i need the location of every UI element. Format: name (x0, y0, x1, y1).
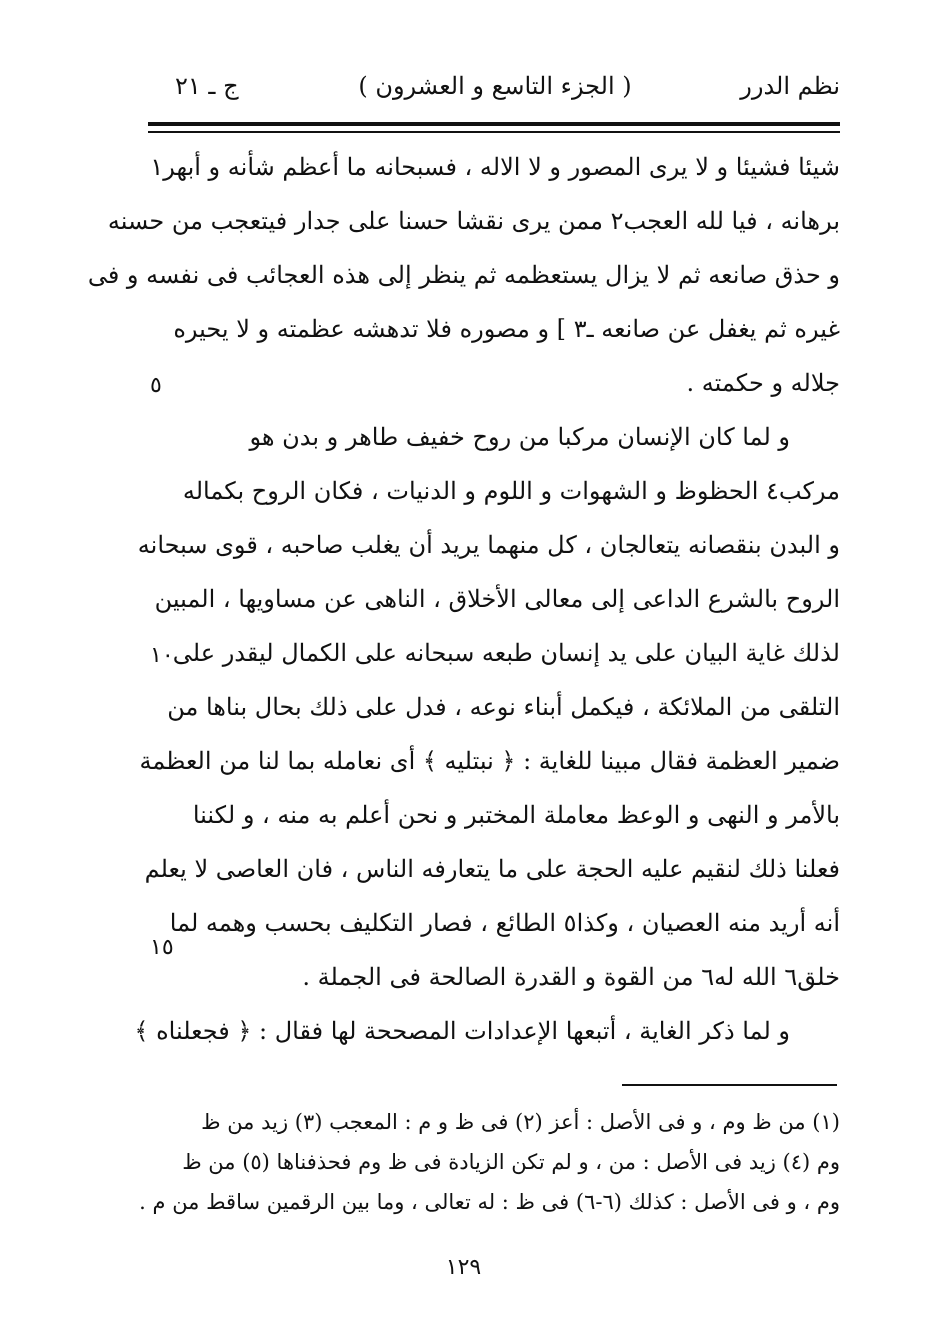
line-number-5: ٥ (150, 373, 162, 398)
text-line: الروح بالشرع الداعى إلى معالى الأخلاق ، الناهى عن مساويها ، المبين (154, 585, 840, 613)
text-line: خلق٦ الله له٦ من القوة و القدرة الصالحة فى الجملة . (302, 963, 840, 991)
text-line: و لما كان الإنسان مركبا من روح خفيف طاهر و بدن هو (249, 423, 790, 451)
text-line: ضمير العظمة فقال مبينا للغاية : ﴿ نبتليه ﴾ أى نعامله بما لنا من العظمة (139, 747, 840, 775)
text-line: لذلك غاية البيان على يد إنسان طبعه سبحانه على الكمال ليقدر على (172, 639, 840, 667)
line-number-15: ١٥ (150, 935, 174, 960)
volume-indicator: ج ـ ٢١ (175, 72, 239, 100)
text-line: أنه أريد منه العصيان ، وكذا٥ الطائع ، فصار التكليف بحسب وهمه لما (169, 909, 840, 937)
text-line: و لما ذكر الغاية ، أتبعها الإعدادات المصححة لها فقال : ﴿ فجعلناه ﴾ (134, 1017, 790, 1045)
text-line: و البدن بنقصانه يتعالجان ، كل منهما يريد أن يغلب صاحبه ، قوى سبحانه (137, 531, 840, 559)
text-line: فعلنا ذلك لنقيم عليه الحجة على ما يتعارفه الناس ، فان العاصى لا يعلم (144, 855, 840, 883)
footnote-line: وم ، و فى الأصل : كذلك (٦-٦) فى ظ : له تعالى ، وما بين الرقمين ساقط من م . (139, 1190, 840, 1214)
page-number: ١٢٩ (445, 1255, 482, 1280)
running-header (150, 72, 840, 112)
part-title: ( الجزء التاسع و العشرون ) (358, 72, 632, 100)
text-line: شيئا فشيئا و لا يرى المصور و لا الاله ، فسبحانه ما أعظم شأنه و أبهر١ (150, 153, 840, 181)
text-line: التلقى من الملائكة ، فيكمل أبناء نوعه ، فدل على ذلك بحال بناها من (167, 693, 840, 721)
book-title: نظم الدرر (740, 72, 840, 100)
text-line: و حذق صانعه ثم لا يزال يستعظمه ثم ينظر إلى هذه العجائب فى نفسه و فى (87, 261, 840, 289)
text-line: بالأمر و النهى و الوعظ معاملة المختبر و نحن أعلم به منه ، و لكننا (192, 801, 840, 829)
line-number-10: ١٠ (150, 643, 174, 668)
header-rule-thin (148, 131, 840, 133)
footnote-line: وم (٤) زيد فى الأصل : من ، و لم تكن الزيادة فى ظ وم فحذفناها (٥) من ظ (182, 1150, 840, 1174)
text-line: برهانه ، فيا لله العجب٢ ممن يرى نقشا حسنا على جدار فيتعجب من حسنه (107, 207, 840, 235)
text-line: جلاله و حكمته . (686, 369, 840, 397)
text-line: مركب٤ الحظوظ و الشهوات و اللوم و الدنيات ، فكان الروح بكماله (182, 477, 840, 505)
header-rule-thick (148, 122, 840, 126)
footnote-line: (١) من ظ وم ، و فى الأصل : أعز (٢) فى ظ و م : المعجب (٣) زيد من ظ (201, 1110, 840, 1134)
text-line: غيره ثم يغفل عن صانعه ـ٣ ] و مصوره فلا تدهشه عظمته و لا يحيره (173, 315, 840, 343)
footnote-separator (622, 1084, 837, 1086)
footnotes (139, 1102, 840, 1222)
